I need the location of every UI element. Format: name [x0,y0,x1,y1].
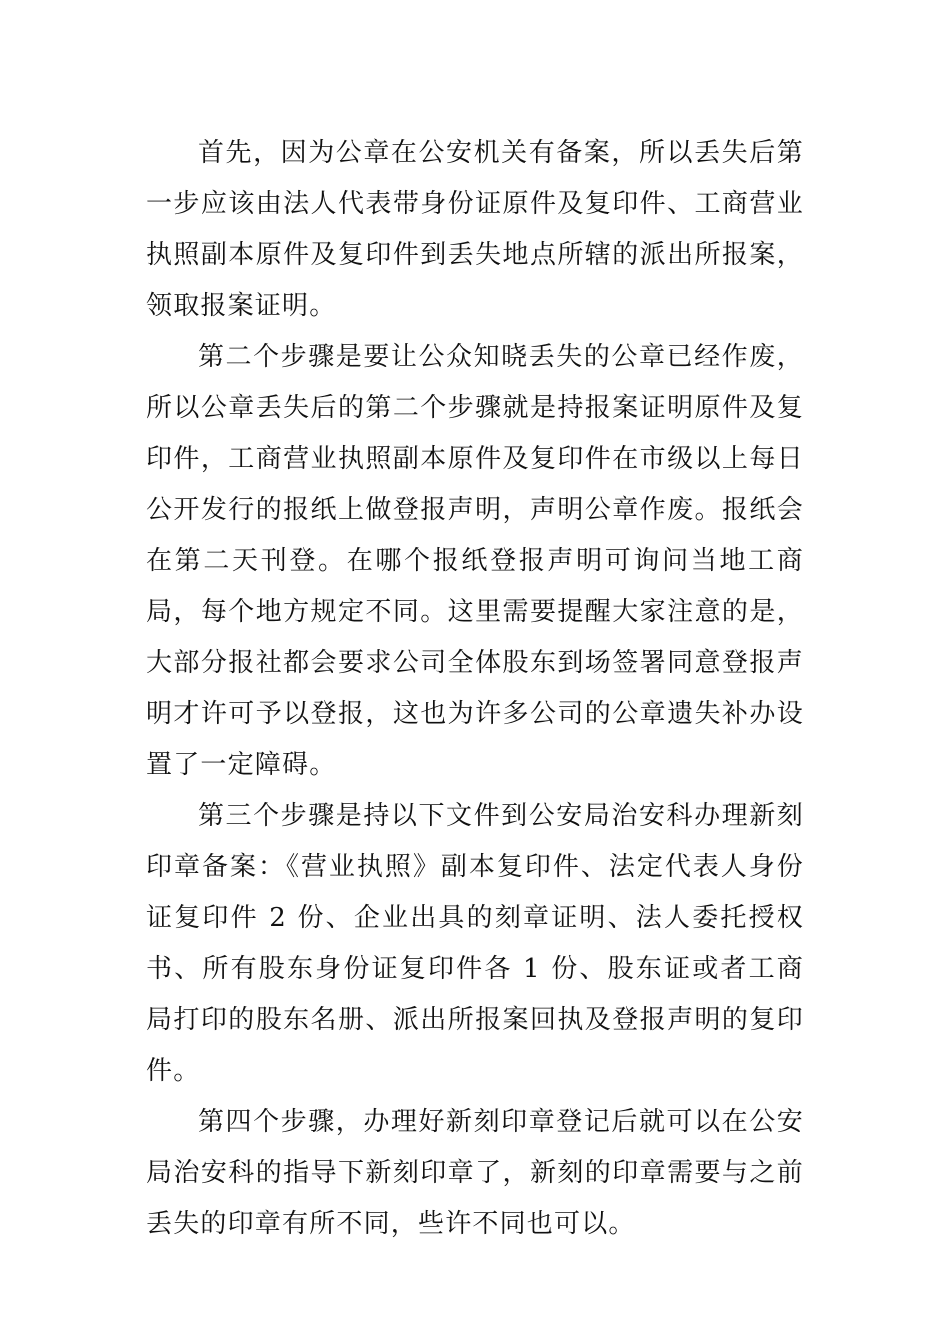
document-body [146,128,804,1250]
paragraph-step-1: 首先，因为公章在公安机关有备案，所以丢失后第一步应该由法人代表带身份证原件及复印件、工商营业执照副本原件及复印件到丢失地点所辖的派出所报案，领取报案证明。 [146,138,804,321]
paragraph-step-2: 第二个步骤是要让公众知晓丢失的公章已经作废，所以公章丢失后的第二个步骤就是持报案证明原件及复印件，工商营业执照副本原件及复印件在市级以上每日公开发行的报纸上做登报声明，声明公章作废。报纸会在第二天刊登。在哪个报纸登报声明可询问当地工商局，每个地方规定不同。这里需要提醒大家注意的是，大部分报社都会要求公司全体股东到场签署同意登报声明才许可予以登报，这也为许多公司的公章遗失补办设置了一定障碍。 [146,342,804,780]
paragraph-step-3: 第三个步骤是持以下文件到公安局治安科办理新刻印章备案：《营业执照》副本复印件、法定代表人身份证复印件 2 份、企业出具的刻章证明、法人委托授权书、所有股东身份证复印件各 1 份、股东证或者工商局打印的股东名册、派出所报案回执及登报声明的复印件。 [146,801,804,1086]
paragraph-step-4: 第四个步骤，办理好新刻印章登记后就可以在公安局治安科的指导下新刻印章了，新刻的印章需要与之前丢失的印章有所不同，些许不同也可以。 [146,1107,804,1239]
